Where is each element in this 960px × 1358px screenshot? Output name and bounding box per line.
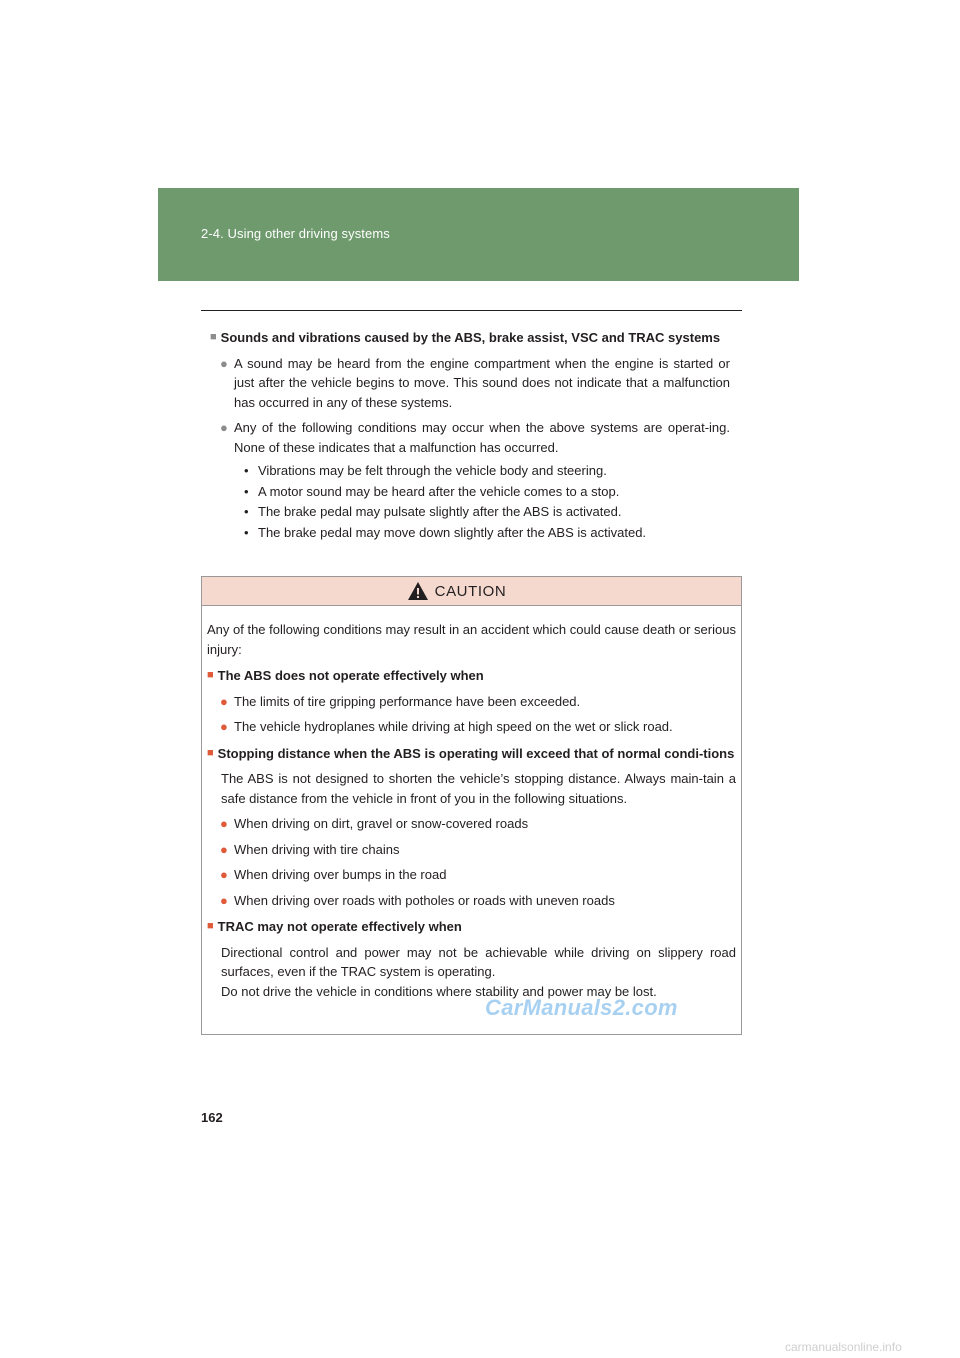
- watermark: CarManuals2.com: [485, 995, 678, 1020]
- square-bullet-icon: ■: [210, 331, 217, 343]
- circle-bullet-icon: ●: [220, 355, 228, 371]
- caution-label: CAUTION: [434, 582, 507, 600]
- caution-paragraph: Directional control and power may not be achievable while driving on slippery road surfaces, even if the TRAC system is operating.: [221, 944, 736, 979]
- caution-paragraph: The ABS is not designed to shorten the vehicle’s stopping distance. Always main-tain a safe distance from the vehicle in front of you in the following situations.: [221, 771, 736, 806]
- list-item: ● The vehicle hydroplanes while driving at high speed on the wet or slick road.: [220, 717, 736, 737]
- square-bullet-icon: ■: [207, 669, 214, 681]
- list-item: ● A sound may be heard from the engine compartment when the engine is started or just after the vehicle begins to move. This sound does not indicate that a malfunction has occurred in any of these systems.: [220, 354, 730, 413]
- sub-list-item: • Vibrations may be felt through the vehicle body and steering.: [244, 463, 607, 478]
- sub-list-item: • The brake pedal may move down slightly after the ABS is activated.: [244, 524, 647, 540]
- sub-list-item: • The brake pedal may pulsate slightly after the ABS is activated.: [244, 504, 622, 519]
- caution-intro: Any of the following conditions may result in an accident which could cause death or serious injury:: [207, 622, 736, 657]
- sub-list-item: • A motor sound may be heard after the vehicle comes to a stop.: [244, 483, 620, 499]
- list-item: ● When driving over roads with potholes or roads with uneven roads: [220, 891, 736, 911]
- sub-list: [244, 461, 730, 542]
- circle-bullet-icon: ●: [220, 719, 228, 734]
- list-item: ● When driving with tire chains: [220, 840, 736, 860]
- list-item: ● The limits of tire gripping performance have been exceeded.: [220, 692, 736, 712]
- square-bullet-icon: ■: [207, 920, 214, 932]
- caution-paragraph: Do not drive the vehicle in conditions where stability and power may be lost.: [221, 983, 657, 999]
- page-number: 162: [201, 1110, 223, 1125]
- caution-box: [201, 576, 742, 1035]
- list-item: ● When driving over bumps in the road: [220, 865, 736, 885]
- info-section: [210, 328, 730, 543]
- square-bullet-icon: ■: [207, 746, 214, 759]
- warning-triangle-icon: [407, 581, 429, 601]
- circle-bullet-icon: ●: [220, 892, 228, 908]
- info-heading: ■ Sounds and vibrations caused by the ABS, brake assist, VSC and TRAC systems: [210, 328, 730, 348]
- circle-bullet-icon: ●: [220, 841, 228, 857]
- circle-bullet-icon: ●: [220, 816, 228, 831]
- section-title: 2-4. Using other driving systems: [201, 226, 390, 241]
- divider-rule: [201, 310, 742, 311]
- circle-bullet-icon: ●: [220, 420, 228, 435]
- caution-section-heading: ■ The ABS does not operate effectively when: [207, 666, 736, 686]
- caution-section-heading: ■ Stopping distance when the ABS is operating will exceed that of normal condi-tions: [207, 744, 736, 764]
- caution-body: [202, 606, 741, 1001]
- section-header-band: [158, 188, 799, 281]
- circle-bullet-icon: ●: [220, 867, 228, 882]
- footer-watermark: carmanualsonline.info: [785, 1340, 902, 1354]
- list-item: ● Any of the following conditions may occur when the above systems are operat-ing. None of these indicates that a malfunction has occurred.: [220, 418, 730, 457]
- caution-header: [202, 577, 741, 606]
- circle-bullet-icon: ●: [220, 693, 228, 709]
- list-item: ● When driving on dirt, gravel or snow-covered roads: [220, 814, 736, 834]
- caution-section-heading: ■ TRAC may not operate effectively when: [207, 917, 736, 937]
